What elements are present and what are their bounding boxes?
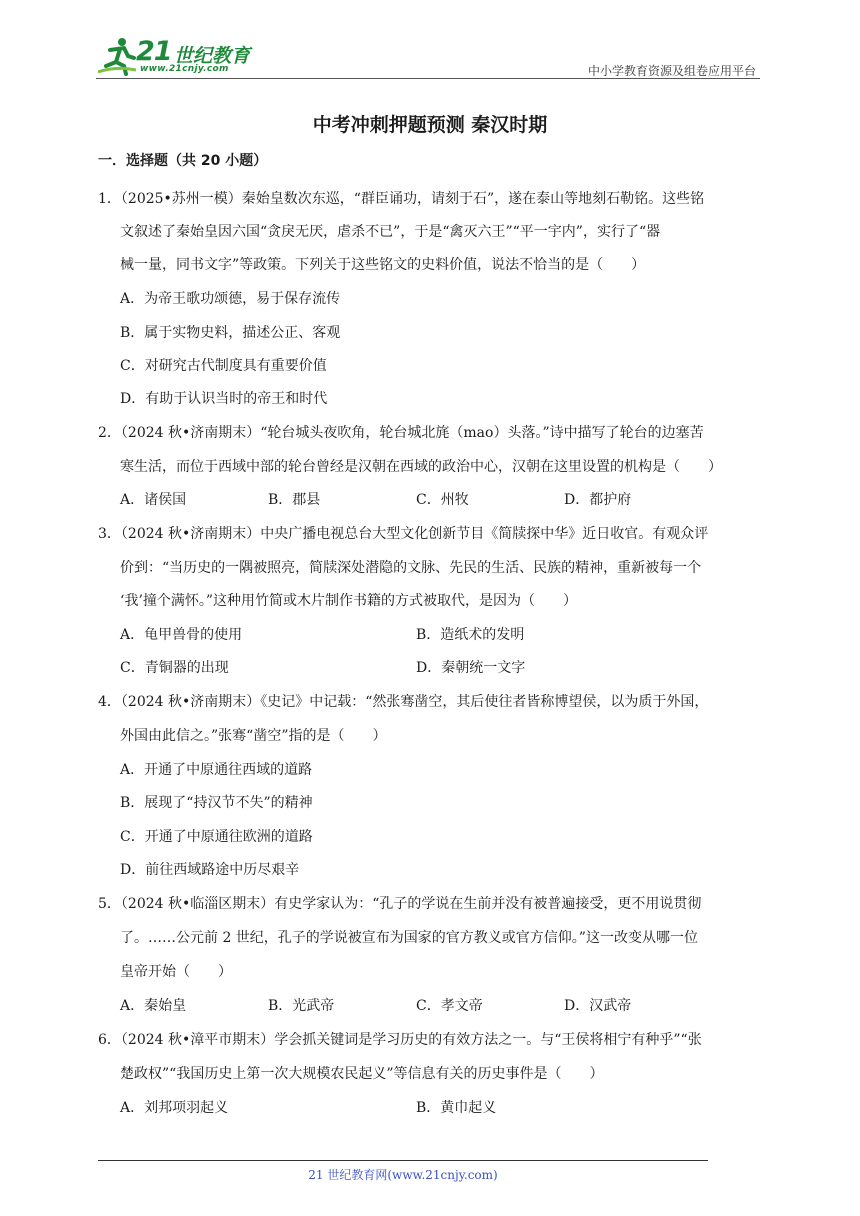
question-3-line-3: ‘我’撞个满怀。”这种用竹简或木片制作书籍的方式被取代，是因为（ ） [120,593,578,609]
question-2-option-a[interactable]: A．诸侯国 [120,492,187,508]
question-5-line-2: 了。……公元前 2 世纪，孔子的学说被宣布为国家的官方教义或官方信仰。”这一改变从哪一位 [120,930,698,946]
question-6-option-b[interactable]: B．黄巾起义 [416,1100,497,1116]
header-divider [96,78,760,79]
question-2-line-1: 2．（2024 秋•济南期末）“轮台城头夜吹角，轮台城北旄（mao）头落。”诗中描写了轮台的边塞苦 [98,425,704,441]
question-2-option-b[interactable]: B．郡县 [268,492,321,508]
question-2-option-c[interactable]: C．州牧 [416,492,469,508]
question-1-option-a[interactable]: A．为帝王歌功颂德，易于保存流传 [120,291,341,307]
logo-main-text: 21 [136,36,172,67]
question-1-line-3: 械一量，同书文字”等政策。下列关于这些铭文的史料价值，说法不恰当的是（ ） [120,257,646,273]
question-4-option-a[interactable]: A．开通了中原通往西域的道路 [120,762,313,778]
question-1-option-d[interactable]: D．有助于认识当时的帝王和时代 [120,391,328,407]
question-4-option-b[interactable]: B．展现了“持汉节不失”的精神 [120,795,313,811]
question-5-option-b[interactable]: B．光武帝 [268,998,335,1014]
question-5-line-1: 5．（2024 秋•临淄区期末）有史学家认为：“孔子的学说在生前并没有被普遍接受，更不用说贯彻 [98,896,702,912]
question-1-line-2: 文叙述了秦始皇因六国“贪戾无厌，虐杀不已”，于是“禽灭六王”“平一宇内”，实行了“器 [120,224,661,240]
question-2-option-d[interactable]: D．都护府 [564,492,632,508]
platform-label: 中小学教育资源及组卷应用平台 [587,64,756,78]
question-6-option-a[interactable]: A．刘邦项羽起义 [120,1100,229,1116]
question-5-line-3: 皇帝开始（ ） [120,964,232,980]
question-6-line-1: 6．（2024 秋•漳平市期末）学会抓关键词是学习历史的有效方法之一。与“王侯将相宁有种乎”“张 [98,1032,702,1048]
question-4-line-1: 4．（2024 秋•济南期末）《史记》中记载：“然张骞凿空，其后使往者皆称博望侯，以为质于外国， [98,694,709,710]
page-header [96,36,758,80]
question-1-option-c[interactable]: C．对研究古代制度具有重要价值 [120,358,327,374]
question-1-line-1: 1．（2025•苏州一模）秦始皇数次东巡，“群臣诵功，请刻于石”，遂在泰山等地刻石勒铭。这些铭 [98,191,705,207]
runner-logo-icon [98,36,136,76]
question-6-line-2: 楚政权”“我国历史上第一次大规模农民起义”等信息有关的历史事件是（ ） [120,1066,604,1082]
question-4-line-2: 外国由此信之。”张骞“凿空”指的是（ ） [120,728,387,744]
question-3-line-1: 3．（2024 秋•济南期末）中央广播电视总台大型文化创新节目《简牍探中华》近日收官。有观众评 [98,526,709,542]
question-3-line-2: 价到：“当历史的一隅被照亮，简牍深处潜隐的文脉、先民的生活、民族的精神，重新被每一个 [120,560,702,576]
question-4-option-d[interactable]: D．前往西域路途中历尽艰辛 [120,862,300,878]
logo-url-text: www.21cnjy.com [140,64,229,74]
logo-cn-text: 世纪教育 [174,45,251,67]
section-heading: 一．选择题（共 20 小题） [98,153,268,169]
question-3-option-c[interactable]: C．青铜器的出现 [120,660,229,676]
footer-divider [98,1160,708,1161]
logo [96,36,256,80]
question-5-option-c[interactable]: C．孝文帝 [416,998,483,1014]
question-5-option-d[interactable]: D．汉武帝 [564,998,632,1014]
question-4-option-c[interactable]: C．开通了中原通往欧洲的道路 [120,829,313,845]
footer-link[interactable]: 21 世纪教育网(www.21cnjy.com) [308,1168,498,1182]
question-1-option-b[interactable]: B．属于实物史料，描述公正、客观 [120,325,341,341]
question-3-option-a[interactable]: A．龟甲兽骨的使用 [120,627,243,643]
question-2-line-2: 寒生活，而位于西域中部的轮台曾经是汉朝在西域的政治中心，汉朝在这里设置的机构是（ ） [120,459,722,475]
question-3-option-b[interactable]: B．造纸术的发明 [416,627,525,643]
page-title: 中考冲刺押题预测 秦汉时期 [312,114,548,136]
question-5-option-a[interactable]: A．秦始皇 [120,998,187,1014]
question-3-option-d[interactable]: D．秦朝统一文字 [416,660,526,676]
